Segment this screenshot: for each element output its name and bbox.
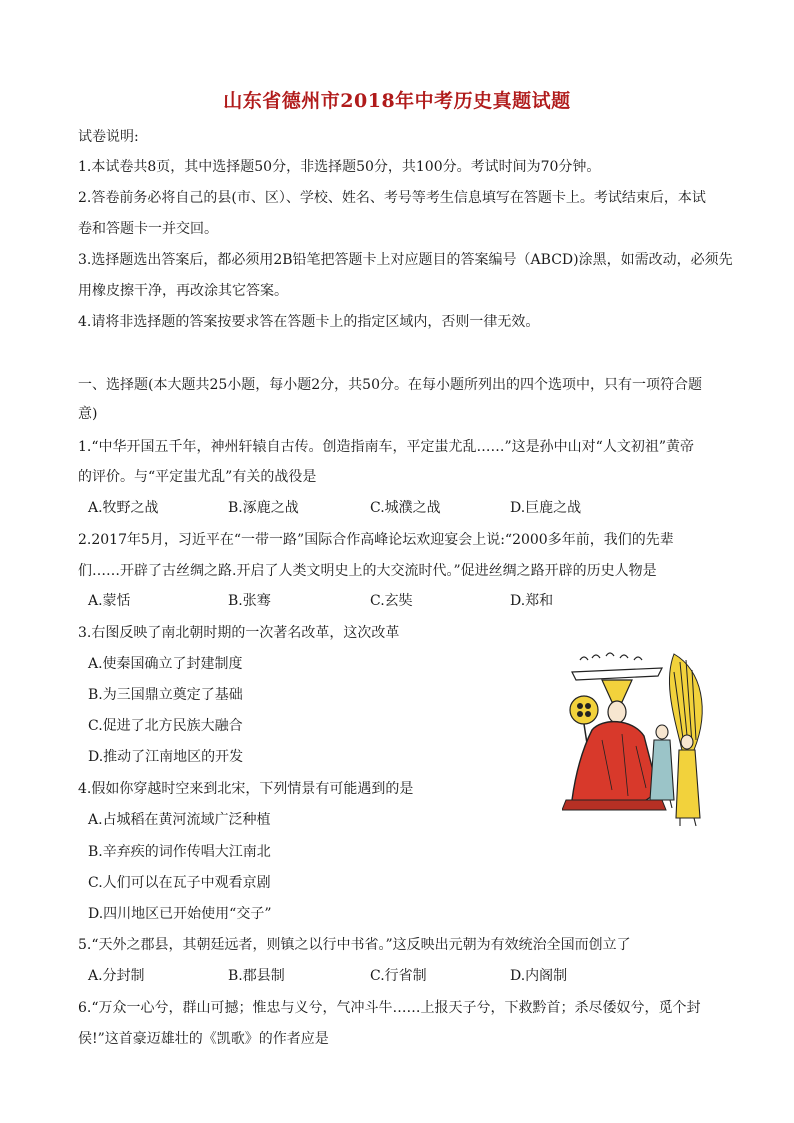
instruction-line: 2.答卷前务必将自己的县(市、区）、学校、姓名、考号等考生信息填写在答题卡上。考试结束后，本试 <box>78 190 706 206</box>
question-2-stem: 2.2017年5月，习近平在“一带一路”国际合作高峰论坛欢迎宴会上说:“2000多年前，我们的先辈 <box>78 532 674 548</box>
instruction-line: 卷和答题卡一并交回。 <box>78 221 218 237</box>
option-b[interactable]: B.为三国鼎立奠定了基础 <box>88 687 243 703</box>
option-d[interactable]: D.郑和 <box>510 593 554 609</box>
option-c[interactable]: C.人们可以在瓦子中观看京剧 <box>88 875 271 891</box>
option-c[interactable]: C.促进了北方民族大融合 <box>88 718 243 734</box>
option-b[interactable]: B.张骞 <box>228 593 271 609</box>
instruction-line: 1.本试卷共8页，其中选择题50分，非选择题50分，共100分。考试时间为70分钟。 <box>78 159 601 175</box>
question-1-stem: 1.“中华开国五千年，神州轩辕自古传。创造指南车，平定蚩尤乱……”这是孙中山对“人文初祖”黄帝 <box>78 439 694 455</box>
section-heading: 意) <box>78 406 98 422</box>
option-b[interactable]: B.涿鹿之战 <box>228 500 299 516</box>
option-d[interactable]: D.巨鹿之战 <box>510 500 582 516</box>
question-6-stem: 侯!”这首豪迈雄壮的《凯歌》的作者应是 <box>78 1031 329 1047</box>
option-a[interactable]: A.分封制 <box>88 968 145 984</box>
option-a[interactable]: A.牧野之战 <box>88 500 159 516</box>
question-5-stem: 5.“天外之郡县，其朝廷远者，则镇之以行中书省。”这反映出元朝为有效统治全国而创立了 <box>78 937 631 953</box>
option-c[interactable]: C.城濮之战 <box>370 500 441 516</box>
instructions-header: 试卷说明: <box>78 129 139 145</box>
question-3-stem: 3.右图反映了南北朝时期的一次著名改革，这次改革 <box>78 625 400 641</box>
instruction-line: 用橡皮擦干净，再改涂其它答案。 <box>78 283 288 299</box>
instruction-line: 3.选择题选出答案后，都必须用2B铅笔把答题卡上对应题目的答案编号（ABCD)涂黑，如需改动，必须先 <box>78 252 733 268</box>
option-a[interactable]: A.蒙恬 <box>88 593 131 609</box>
option-d[interactable]: D.推动了江南地区的开发 <box>88 749 244 765</box>
option-a[interactable]: A.占城稻在黄河流域广泛种植 <box>88 812 271 828</box>
page-title: 山东省德州市2018年中考历史真题试题 <box>223 90 571 112</box>
question-4-stem: 4.假如你穿越时空来到北宋，下列情景有可能遇到的是 <box>78 781 414 797</box>
option-c[interactable]: C.玄奘 <box>370 593 413 609</box>
instruction-line: 4.请将非选择题的答案按要求答在答题卡上的指定区域内，否则一律无效。 <box>78 314 540 330</box>
option-b[interactable]: B.郡县制 <box>228 968 285 984</box>
emperor-procession-icon <box>562 650 712 830</box>
section-heading: 一、选择题(本大题共25小题，每小题2分，共50分。在每小题所列出的四个选项中，只有一项符合题 <box>78 377 702 393</box>
option-d[interactable]: D.四川地区已开始使用“交子” <box>88 906 272 922</box>
emperor-procession-illustration <box>562 650 712 830</box>
question-1-stem: 的评价。与“平定蚩尤乱”有关的战役是 <box>78 469 317 485</box>
option-b[interactable]: B.辛弃疾的词作传唱大江南北 <box>88 844 271 860</box>
question-2-stem: 们……开辟了古丝绸之路.开启了人类文明史上的大交流时代。”促进丝绸之路开辟的历史人物是 <box>78 563 657 579</box>
option-c[interactable]: C.行省制 <box>370 968 427 984</box>
option-d[interactable]: D.内阁制 <box>510 968 568 984</box>
question-6-stem: 6.“万众一心兮，群山可撼；惟忠与义兮，气冲斗牛……上报天子兮，下救黔首；杀尽倭奴兮，觅个封 <box>78 1000 701 1016</box>
option-a[interactable]: A.使秦国确立了封建制度 <box>88 656 243 672</box>
